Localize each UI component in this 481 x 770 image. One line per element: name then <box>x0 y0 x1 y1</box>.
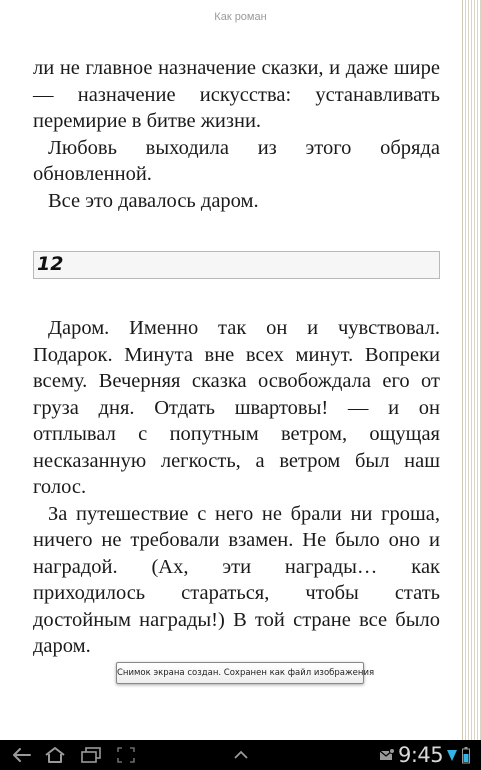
battery-icon <box>460 744 472 766</box>
chapter-number: 12 <box>37 253 64 275</box>
paragraph: Любовь выходила из этого обряда обновленной. <box>33 136 440 185</box>
running-title: Как роман <box>214 11 267 23</box>
home-icon[interactable] <box>40 744 70 766</box>
recent-apps-icon[interactable] <box>76 744 106 766</box>
menu-up-icon[interactable] <box>228 744 254 766</box>
wifi-icon <box>445 744 459 766</box>
paragraph: Даром. Именно так он и чувствовал. Подарок. Минута вне всех минут. Вопреки всему. Вечерняя сказка освобождала его от груза дня. Отдать швартовы! — и он отплывал с попутным ветром, ощущая несказанную легкость, а ветром был наш голос. <box>33 317 440 498</box>
system-navigation-bar <box>0 740 481 770</box>
screenshot-icon[interactable] <box>112 744 140 766</box>
chapter-heading <box>33 251 440 279</box>
screenshot-toast: Снимок экрана создан. Сохранен как файл изображения <box>116 662 364 684</box>
email-notification-icon[interactable] <box>377 744 397 766</box>
text-block-before-chapter <box>33 55 440 214</box>
back-icon[interactable] <box>6 744 36 766</box>
paragraph: За путешествие с него не брали ни гроша, ничего не требовали взамен. Не было оно и наградой. (Ах, эти награды… как приходилось стараться, чтобы стать достойным награды!) В той стране все было даром. <box>33 502 440 657</box>
page-stack-edge <box>462 0 481 740</box>
paragraph: Все это давалось даром. <box>48 189 259 212</box>
paragraph: ли не главное назначение сказки, и даже шире — назначение искусства: устанавливать перемирие в битве жизни. <box>33 57 440 132</box>
status-clock: 9:45 <box>398 743 444 767</box>
text-block-chapter-12 <box>33 315 440 660</box>
